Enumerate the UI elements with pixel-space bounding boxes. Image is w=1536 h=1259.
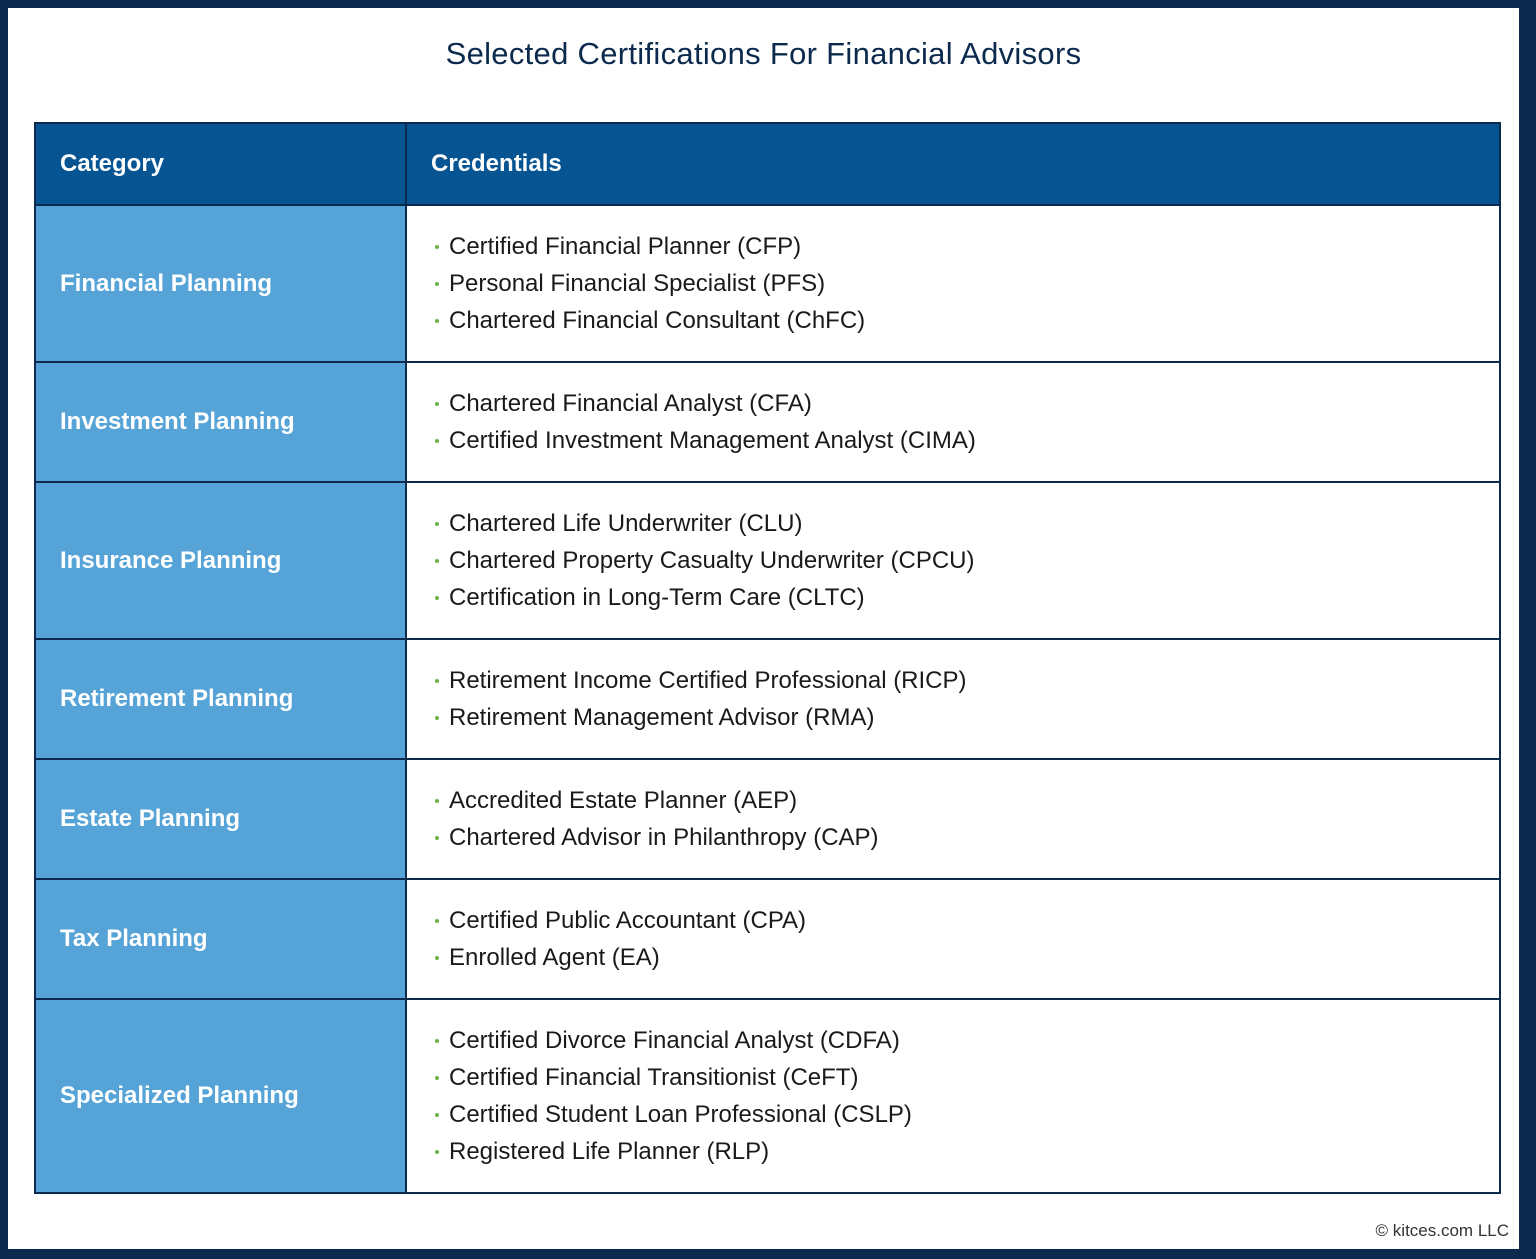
list-item — [435, 579, 1499, 616]
bullet-icon — [435, 1150, 439, 1154]
credential-text: Certification in Long-Term Care (CLTC) — [449, 584, 865, 611]
list-item — [435, 1059, 1499, 1096]
column-header-credentials: Credentials — [406, 123, 1500, 205]
list-item — [435, 902, 1499, 939]
credential-text: Chartered Property Casualty Underwriter (CPCU) — [449, 547, 975, 574]
list-item — [435, 505, 1499, 542]
bullet-icon — [435, 1113, 439, 1117]
credentials-cell — [406, 879, 1500, 999]
list-item — [435, 939, 1499, 976]
list-item — [435, 1022, 1499, 1059]
bullet-icon — [435, 1039, 439, 1043]
bullet-icon — [435, 956, 439, 960]
certifications-table — [34, 122, 1501, 1194]
list-item — [435, 1096, 1499, 1133]
bullet-icon — [435, 799, 439, 803]
bullet-icon — [435, 439, 439, 443]
credentials-list — [435, 505, 1499, 616]
category-cell: Investment Planning — [35, 362, 406, 482]
credential-text: Certified Divorce Financial Analyst (CDFA) — [449, 1027, 900, 1054]
credentials-list — [435, 228, 1499, 339]
list-item — [435, 699, 1499, 736]
list-item — [435, 782, 1499, 819]
page-frame — [8, 8, 1519, 1249]
table-row — [35, 362, 1500, 482]
credentials-cell — [406, 482, 1500, 639]
credentials-list — [435, 385, 1499, 459]
list-item — [435, 228, 1499, 265]
table-row — [35, 879, 1500, 999]
list-item — [435, 542, 1499, 579]
category-cell: Tax Planning — [35, 879, 406, 999]
credentials-cell — [406, 205, 1500, 362]
credential-text: Certified Student Loan Professional (CSLP) — [449, 1101, 912, 1128]
credential-text: Chartered Advisor in Philanthropy (CAP) — [449, 824, 879, 851]
bullet-icon — [435, 319, 439, 323]
credential-text: Certified Financial Planner (CFP) — [449, 233, 802, 260]
bullet-icon — [435, 716, 439, 720]
credentials-cell — [406, 759, 1500, 879]
category-cell: Estate Planning — [35, 759, 406, 879]
credential-text: Enrolled Agent (EA) — [449, 944, 660, 971]
category-cell: Specialized Planning — [35, 999, 406, 1193]
table-row — [35, 482, 1500, 639]
copyright-footer: © kitces.com LLC — [1375, 1221, 1509, 1240]
bullet-icon — [435, 522, 439, 526]
category-cell: Financial Planning — [35, 205, 406, 362]
list-item — [435, 819, 1499, 856]
credential-text: Retirement Income Certified Professional (RICP) — [449, 667, 967, 694]
credentials-list — [435, 662, 1499, 736]
bullet-icon — [435, 282, 439, 286]
table-row — [35, 205, 1500, 362]
credentials-list — [435, 902, 1499, 976]
category-cell: Insurance Planning — [35, 482, 406, 639]
credentials-list — [435, 1022, 1499, 1170]
bullet-icon — [435, 919, 439, 923]
bullet-icon — [435, 836, 439, 840]
table-row — [35, 639, 1500, 759]
credential-text: Chartered Life Underwriter (CLU) — [449, 510, 803, 537]
credentials-cell — [406, 362, 1500, 482]
list-item — [435, 265, 1499, 302]
table-row — [35, 759, 1500, 879]
credential-text: Registered Life Planner (RLP) — [449, 1138, 770, 1165]
bullet-icon — [435, 679, 439, 683]
credentials-cell — [406, 999, 1500, 1193]
credential-text: Certified Investment Management Analyst (CIMA) — [449, 427, 976, 454]
list-item — [435, 1133, 1499, 1170]
list-item — [435, 385, 1499, 422]
list-item — [435, 422, 1499, 459]
credential-text: Accredited Estate Planner (AEP) — [449, 787, 798, 814]
credentials-cell — [406, 639, 1500, 759]
bullet-icon — [435, 559, 439, 563]
bullet-icon — [435, 402, 439, 406]
table-row — [35, 999, 1500, 1193]
credential-text: Retirement Management Advisor (RMA) — [449, 704, 875, 731]
list-item — [435, 662, 1499, 699]
list-item — [435, 302, 1499, 339]
credentials-list — [435, 782, 1499, 856]
column-header-category: Category — [35, 123, 406, 205]
page-title: Selected Certifications For Financial Advisors — [445, 36, 1082, 71]
credential-text: Chartered Financial Consultant (ChFC) — [449, 307, 866, 334]
credential-text: Chartered Financial Analyst (CFA) — [449, 390, 812, 417]
category-cell: Retirement Planning — [35, 639, 406, 759]
credential-text: Personal Financial Specialist (PFS) — [449, 270, 826, 297]
bullet-icon — [435, 1076, 439, 1080]
credential-text: Certified Public Accountant (CPA) — [449, 907, 807, 934]
bullet-icon — [435, 245, 439, 249]
credential-text: Certified Financial Transitionist (CeFT) — [449, 1064, 859, 1091]
bullet-icon — [435, 596, 439, 600]
table-header-row — [35, 123, 1500, 205]
